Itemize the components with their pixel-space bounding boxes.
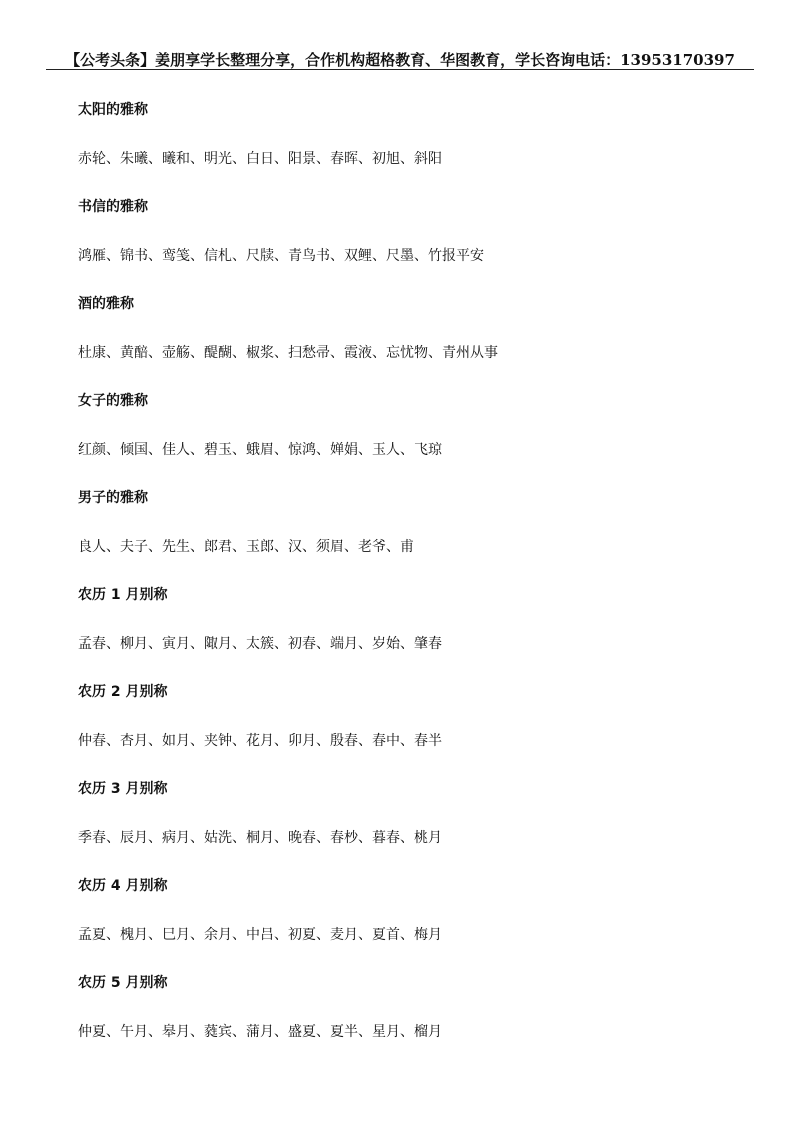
section-woman (78, 388, 738, 485)
section-items: 赤轮、朱曦、曦和、明光、白日、阳景、春晖、初旭、斜阳 (78, 151, 442, 167)
section-month-1 (78, 582, 738, 679)
section-items: 仲春、杏月、如月、夹钟、花月、卯月、殷春、春中、春半 (78, 733, 442, 749)
section-man (78, 485, 738, 582)
section-title: 男子的雅称 (78, 490, 148, 506)
header-divider (46, 69, 754, 70)
section-title: 书信的雅称 (78, 199, 148, 215)
section-items: 季春、辰月、病月、姑洗、桐月、晚春、春杪、暮春、桃月 (78, 830, 442, 846)
section-title: 酒的雅称 (78, 296, 134, 312)
section-title: 太阳的雅称 (78, 102, 148, 118)
section-month-2 (78, 679, 738, 776)
section-month-5 (78, 970, 738, 1067)
section-title: 农历 1 月别称 (78, 587, 168, 603)
document-body (78, 97, 738, 1067)
section-items: 良人、夫子、先生、郎君、玉郎、汉、须眉、老爷、甫 (78, 539, 414, 555)
section-items: 红颜、倾国、佳人、碧玉、蛾眉、惊鸿、婵娟、玉人、飞琼 (78, 442, 442, 458)
section-title: 农历 3 月别称 (78, 781, 168, 797)
section-sun (78, 97, 738, 194)
section-items: 孟夏、槐月、巳月、余月、中吕、初夏、麦月、夏首、梅月 (78, 927, 442, 943)
section-items: 仲夏、午月、皋月、蕤宾、蒲月、盛夏、夏半、星月、榴月 (78, 1024, 442, 1040)
section-items: 孟春、柳月、寅月、陬月、太簇、初春、端月、岁始、肇春 (78, 636, 442, 652)
section-items: 鸿雁、锦书、鸾笺、信札、尺牍、青鸟书、双鲤、尺墨、竹报平安 (78, 248, 484, 264)
page-header: 【公考头条】姜朋享学长整理分享，合作机构超格教育、华图教育，学长咨询电话：13953170397 (65, 51, 735, 69)
section-title: 农历 5 月别称 (78, 975, 168, 991)
section-items: 杜康、黄醅、壶觞、醍醐、椒浆、扫愁帚、霞液、忘忧物、青州从事 (78, 345, 498, 361)
section-month-3 (78, 776, 738, 873)
section-month-4 (78, 873, 738, 970)
section-title: 农历 2 月别称 (78, 684, 168, 700)
section-title: 农历 4 月别称 (78, 878, 168, 894)
section-letter (78, 194, 738, 291)
section-wine (78, 291, 738, 388)
section-title: 女子的雅称 (78, 393, 148, 409)
